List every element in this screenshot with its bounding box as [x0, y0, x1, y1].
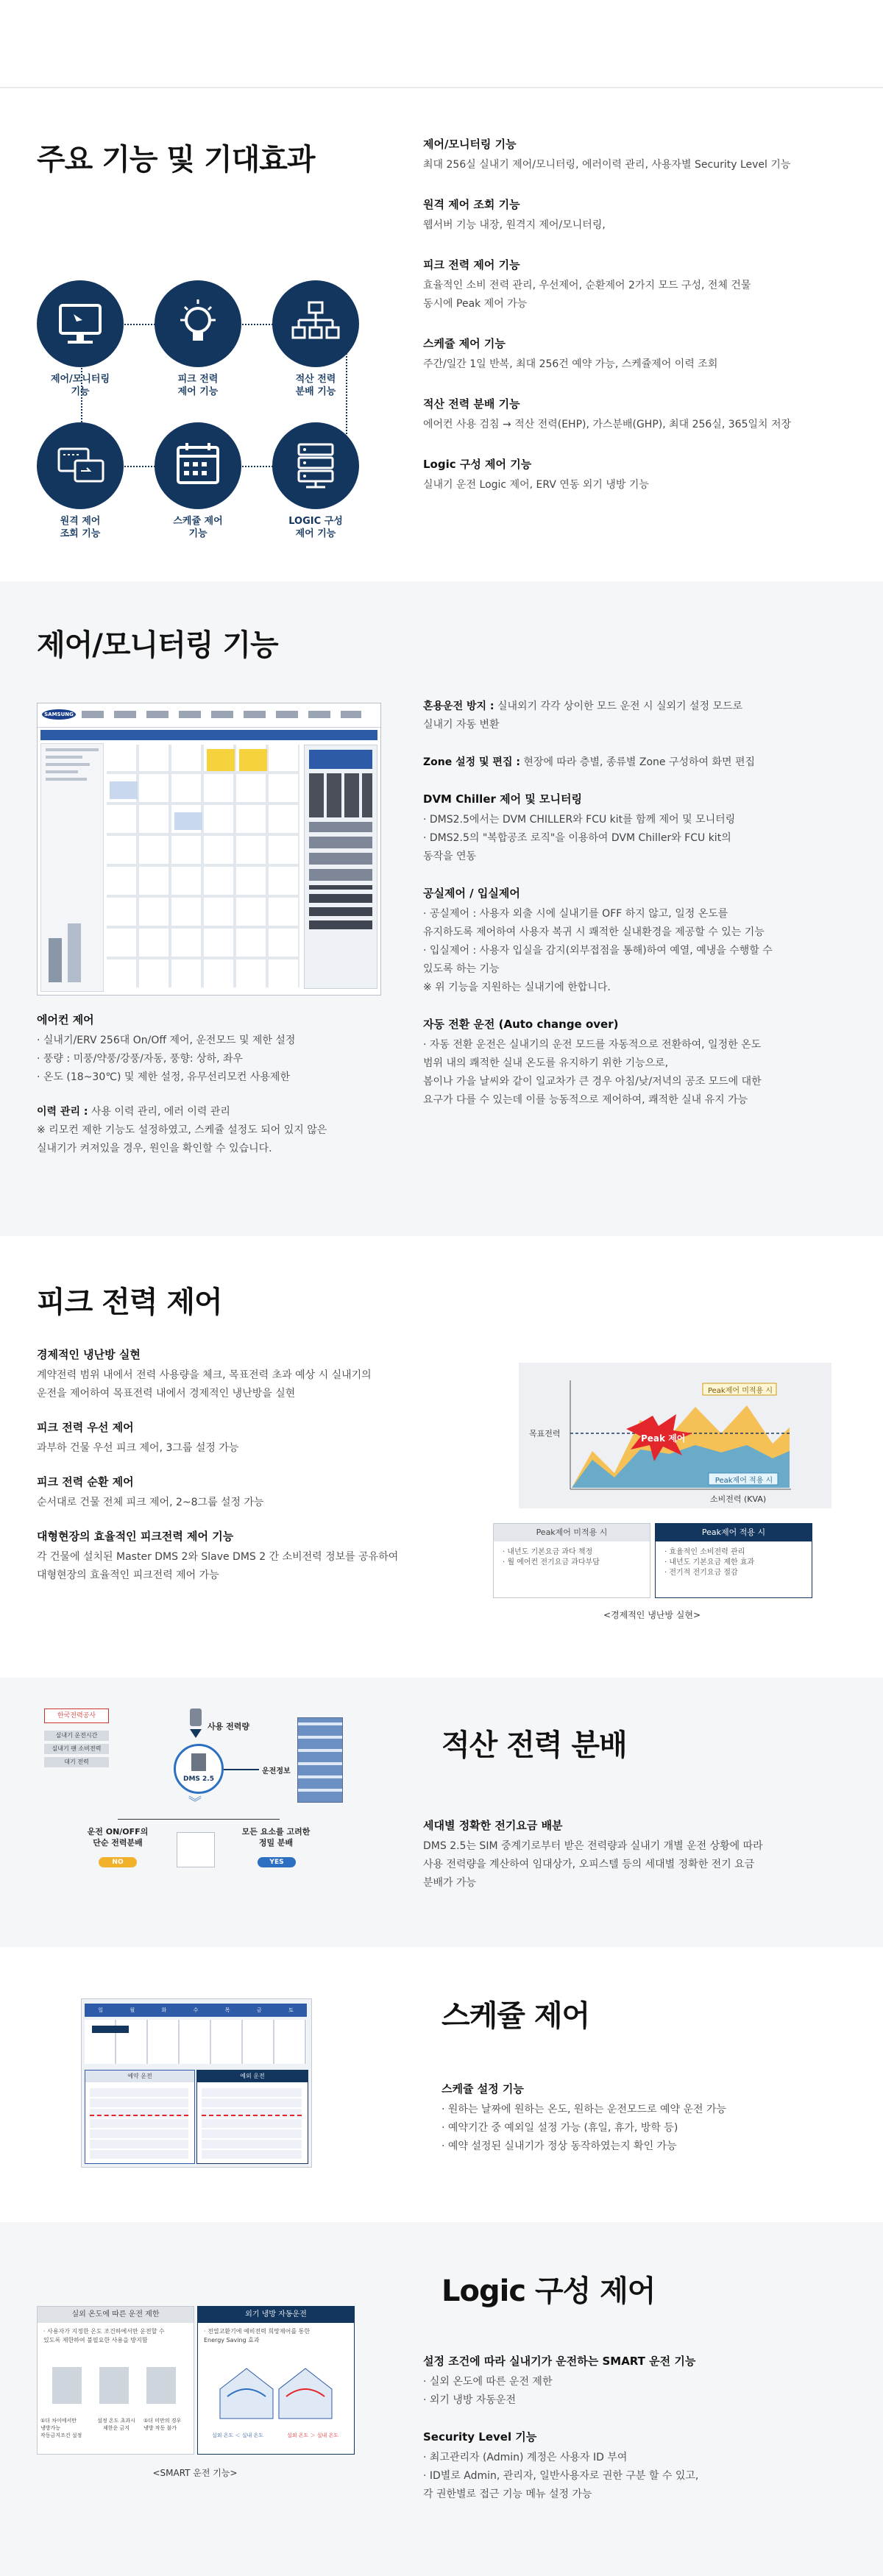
stack-item: 대기 전력	[44, 1757, 109, 1767]
dms-label: DMS 2.5	[183, 1775, 214, 1783]
reserve-panel	[85, 2070, 195, 2164]
feature-title: Logic 구성 제어 기능	[423, 458, 532, 471]
after-tag: Peak제어 적용 시	[714, 1477, 773, 1485]
usage-label: 사용 전력량	[208, 1722, 249, 1731]
feature-desc: 최대 256실 실내기 제어/모니터링, 에러이력 관리, 사용자별 Security Level 기능	[423, 159, 791, 171]
day-cell: 토	[275, 2004, 307, 2017]
feature-title: 원격 제어 조회 기능	[423, 198, 520, 211]
feature-title: 이력 관리 :	[37, 1106, 88, 1118]
peak-chart-panel	[519, 1363, 831, 1508]
company-logo: 한국전력공사	[44, 1709, 109, 1723]
compare-left-body: · 내년도 기본요금 과다 책정 · 월 에어컨 전기요금 과다부담	[503, 1548, 600, 1566]
control-panel	[304, 745, 377, 989]
card-left-label2: 설정 온도 초과시 제한운 금지	[97, 2418, 135, 2431]
feature-item	[423, 753, 865, 772]
feature-title: 제어/모니터링 기능	[423, 138, 517, 151]
peak-label: Peak 제어	[641, 1433, 686, 1444]
left-option-label: 운전 ON/OFF의 단순 전력분배	[87, 1827, 149, 1848]
section-title: 스케쥴 제어	[442, 1999, 590, 2033]
remote-icon	[37, 422, 124, 509]
section-main-features	[0, 0, 883, 581]
meter-icon	[190, 1709, 202, 1726]
no-badge: NO	[99, 1857, 137, 1867]
smart-card-right	[197, 2306, 355, 2455]
feature-item	[423, 196, 865, 235]
feature-title: DVM Chiller 제어 및 모니터링	[423, 792, 582, 806]
samsung-logo: SAMSUNG	[42, 709, 76, 720]
feature-desc: · 실내기/ERV 256대 On/Off 제어, 운전모드 및 제한 설정 · 풍량 : 미풍/약풍/강풍/자동, 풍향: 상하, 좌우 · 온도 (18~30℃) 및 제한 설정, 유무선리모컨 사용제한	[37, 1035, 296, 1083]
x-axis-label: 소비전력 (KVA)	[710, 1494, 767, 1504]
section-title: 제어/모니터링 기능	[37, 628, 278, 662]
feature-inline: 현장에 따라 층별, 종류별 Zone 구성하여 화면 편집	[519, 756, 756, 768]
card-left-label1: ①더 차이에서만 냉방가능 작동금지조건 설정	[40, 2418, 82, 2438]
reserve-head: 예약 운전	[85, 2071, 194, 2082]
schedule-text	[442, 2081, 854, 2156]
run-info-label: 운전정보	[262, 1767, 291, 1775]
schedule-screen	[81, 1998, 312, 2168]
card-right-head: 외기 냉방 자동운전	[198, 2307, 354, 2323]
day-cell: 일	[85, 2004, 116, 2017]
chart-caption: <경제적인 냉난방 실현>	[603, 1610, 701, 1620]
day-header	[85, 2004, 307, 2017]
monitor-icon	[37, 280, 124, 367]
hierarchy-icon	[272, 280, 359, 367]
calendar-icon	[155, 422, 241, 509]
feature-desc: · DMS2.5에서는 DVM CHILLER와 FCU kit를 함께 제어 및 모니터링 · DMS2.5의 "복합공조 로직"을 이용하여 DVM Chiller와 FCU kit의 동작을 연동	[423, 814, 736, 862]
feature-item	[423, 885, 865, 997]
section-logic	[0, 2222, 883, 2576]
exception-panel	[196, 2070, 308, 2164]
feature-desc: · 자동 전환 운전은 실내기의 운전 모드를 자동적으로 전환하여, 일정한 온도 범위 내의 쾌적한 실내 온도를 유지하기 위한 기능으로, 봄이나 가을 날씨와 같이 일교차가 큰 경우 아침/낮/저녁의 공조 모드에 대한 요구가 다를 수 있는데 이를 능동적으로 제어하여, 쾌적한 실내 유지 가능	[423, 1039, 762, 1106]
arrow-left	[224, 1769, 259, 1770]
compare-left-card	[493, 1523, 650, 1598]
unit-grid	[107, 745, 299, 987]
feature-item	[423, 336, 865, 374]
feature-desc: · 최고관리자 (Admin) 계정은 사용자 ID 부여 · ID별로 Admin, 관리자, 일반사용자로 권한 구분 할 수 있고, 각 권한별로 접근 기능 메뉴 설정 가능	[423, 2452, 699, 2500]
feature-desc: 실내기 운전 Logic 제어, ERV 연동 외기 냉방 기능	[423, 479, 649, 491]
compare-left-head: Peak제어 미적용 시	[494, 1524, 650, 1541]
feature-title: 공실제어 / 입실제어	[423, 887, 520, 900]
building-illustration	[297, 1717, 343, 1803]
icon-label-peak: 피크 전력 제어 기능	[177, 374, 219, 397]
dms-node	[174, 1744, 224, 1794]
compare-right-head: Peak제어 적용 시	[656, 1524, 812, 1541]
card-right-label2: 실외 온도 ＞ 실내 온도	[287, 2433, 338, 2438]
feature-desc: 각 건물에 설치된 Master DMS 2와 Slave DMS 2 간 소비전력 정보를 공유하여 대형현장의 효율적인 피크전력 제어 가능	[37, 1551, 399, 1581]
day-cell: 목	[212, 2004, 244, 2017]
feature-inline: 실내외기 각각 상이한 모드 운전 시 실외기 설정 모드로 실내기 자동 변환	[423, 700, 743, 731]
icon-label-logic: LOGIC 구성 제어 기능	[288, 516, 343, 539]
card-left-head: 실외 온도에 따른 운전 제한	[38, 2307, 194, 2323]
feature-item	[423, 456, 865, 494]
feature-title: 에어컨 제어	[37, 1013, 94, 1026]
feature-item	[423, 698, 865, 734]
feature-item	[423, 791, 865, 866]
report-thumb	[177, 1832, 215, 1867]
screen-tree	[40, 743, 104, 992]
before-tag: Peak제어 미적용 시	[707, 1387, 773, 1395]
feature-desc: 주간/일간 1일 반복, 최대 256건 예약 가능, 스케쥴제어 이력 조회	[423, 358, 718, 370]
dms-screen-mockup	[37, 703, 381, 996]
day-cell: 화	[148, 2004, 180, 2017]
feature-item	[423, 2429, 865, 2504]
top-divider	[0, 87, 883, 88]
section-title: 적산 전력 분배	[442, 1728, 627, 1762]
feature-item	[37, 1346, 478, 1403]
reserve-band	[90, 2115, 188, 2123]
section-peak	[0, 1236, 883, 1678]
section-title: 피크 전력 제어	[37, 1285, 222, 1319]
monitoring-right-text	[423, 698, 865, 1110]
schedule-marker	[92, 2026, 129, 2033]
feature-title: 스케쥴 제어 기능	[423, 337, 506, 350]
menu-bar	[82, 711, 361, 718]
feature-item	[423, 2353, 865, 2410]
section-title: Logic 구성 제어	[442, 2274, 656, 2308]
feature-title: 설정 조건에 따라 실내기가 운전하는 SMART 운전 기능	[423, 2355, 696, 2368]
smart-caption: <SMART 운전 기능>	[152, 2468, 238, 2478]
section-monitoring	[0, 581, 883, 1236]
screen-tabs	[40, 730, 377, 740]
card-left-body: · 사용자가 지정한 온도 조건하에서만 운전할 수 있도록 제한하여 불필요한 사용을 방지함	[43, 2328, 165, 2343]
feature-desc: 에어컨 사용 검침 → 적산 전력(EHP), 가스분배(GHP), 최대 256실, 365일치 저장	[423, 419, 792, 430]
feature-title: 스케쥴 설정 기능	[442, 2082, 524, 2096]
day-cell: 수	[180, 2004, 211, 2017]
day-cell: 월	[116, 2004, 148, 2017]
stack-item: 실내기 운전시간	[44, 1731, 109, 1741]
split-line	[118, 1819, 280, 1820]
section-title: 주요 기능 및 기대효과	[37, 143, 315, 177]
feature-item	[37, 1474, 478, 1512]
feature-item	[37, 1528, 478, 1585]
unit-illustration	[52, 2367, 177, 2404]
feature-desc: · 원하는 날짜에 원하는 온도, 원하는 운전모드로 예약 운전 가능 · 예약기간 중 예외일 설정 가능 (휴일, 휴가, 방학 등) · 예약 설정된 실내기가 정상 동작하였는지 확인 가능	[442, 2104, 727, 2152]
feature-title: 자동 전환 운전 (Auto change over)	[423, 1018, 619, 1031]
chevron-down-icon: ︾	[188, 1795, 202, 1811]
feature-title: 피크 전력 순환 제어	[37, 1475, 134, 1489]
feature-desc: 웹서버 기능 내장, 원격지 제어/모니터링,	[423, 219, 606, 231]
feature-list	[423, 136, 865, 494]
monitoring-left-text	[37, 1012, 405, 1158]
feature-desc: DMS 2.5는 SIM 중계기로부터 받은 전력량과 실내기 개별 운전 상황에 따라 사용 전력량을 계산하여 임대상가, 오피스텔 등의 세대별 정확한 전기 요금 분배가 가능	[423, 1840, 763, 1889]
peak-text	[37, 1346, 478, 1585]
icon-label-schedule: 스케쥴 제어 기능	[173, 516, 223, 539]
stack-item: 실내기 팬 소비전력	[44, 1744, 109, 1754]
feature-title: 세대별 정확한 전기요금 배분	[423, 1819, 563, 1832]
feature-desc: 순서대로 건물 전체 피크 제어, 2~8그룹 설정 가능	[37, 1497, 264, 1508]
card-left-label3: ①더 미만의 경우 냉방 작동 불가	[143, 2418, 182, 2431]
feature-title: 혼용운전 방지 :	[423, 700, 494, 712]
feature-title: 적산 전력 분배 기능	[423, 397, 520, 411]
server-icon	[272, 422, 359, 509]
house-illustration	[198, 2352, 354, 2426]
section-distribution	[0, 1678, 883, 1947]
feature-title: 피크 전력 제어 기능	[423, 258, 520, 272]
feature-desc: 계약전력 범위 내에서 전력 사용량을 체크, 목표전력 초과 예상 시 실내기의 운전을 제어하여 목표전력 내에서 경제적인 냉난방을 실현	[37, 1369, 372, 1399]
section-schedule	[0, 1947, 883, 2222]
logic-text	[423, 2353, 865, 2504]
compare-right-card	[655, 1523, 812, 1598]
feature-item	[37, 1103, 405, 1158]
feature-desc: ※ 리모컨 제한 기능도 설정하였고, 스케쥴 설정도 되어 있지 않은 실내기가 켜져있을 경우, 원인을 확인할 수 있습니다.	[37, 1124, 327, 1154]
feature-item	[423, 396, 865, 434]
card-right-label1: 실외 온도 ＜ 실내 온도	[212, 2433, 263, 2438]
distribution-text	[423, 1817, 865, 1892]
feature-desc: 효율적인 소비 전력 관리, 우선제어, 순환제어 2가지 모드 구성, 전체 건물 동시에 Peak 제어 가능	[423, 280, 751, 310]
screen-header	[38, 703, 380, 728]
exception-band	[202, 2115, 302, 2123]
icon-label-distribution: 적산 전력 분배 기능	[295, 374, 336, 397]
icon-label-monitoring: 제어/모니터링 기능	[50, 374, 110, 397]
feature-item	[423, 257, 865, 313]
feature-title: 경제적인 냉난방 실현	[37, 1348, 141, 1361]
feature-title: 대형현장의 효율적인 피크전력 제어 기능	[37, 1530, 234, 1543]
target-label: 목표전력	[529, 1429, 561, 1438]
feature-item	[423, 136, 865, 174]
card-right-body: · 전열교환기에 예비전력 희망제어를 통한 Energy Saving 효과	[204, 2328, 311, 2343]
feature-desc: · 공실제어 : 사용자 외출 시에 실내기를 OFF 하지 않고, 일정 온도를 유지하도록 제어하여 사용자 복귀 시 쾌적한 실내환경을 제공할 수 있는 기능 · 입실제어 : 사용자 입실을 감지(외부접점을 통해)하여 예열, 예냉을 수행할 수 있도록 하는 기능 ※ 위 기능을 지원하는 실내기에 한합니다.	[423, 908, 773, 993]
yes-badge: YES	[258, 1857, 296, 1867]
feature-item	[423, 1016, 865, 1110]
feature-icon-grid	[29, 265, 375, 544]
feature-item	[37, 1012, 405, 1087]
feature-title: 피크 전력 우선 제어	[37, 1421, 134, 1434]
compare-right-body: · 효율적인 소비전력 관리 · 내년도 기본요금 제한 효과 · 전기적 전기요금 절감	[664, 1548, 755, 1577]
icon-label-remote: 원격 제어 조회 기능	[60, 516, 101, 539]
smart-card-left	[37, 2306, 194, 2455]
exception-head: 예외 운전	[197, 2071, 308, 2082]
feature-desc: · 실외 온도에 따른 운전 제한 · 외기 냉방 자동운전	[423, 2376, 553, 2406]
feature-title: Security Level 기능	[423, 2430, 537, 2444]
day-cell: 금	[244, 2004, 275, 2017]
lightbulb-icon	[155, 280, 241, 367]
right-option-label: 모든 요소를 고려한 정밀 분배	[241, 1827, 311, 1848]
distribution-diagram	[37, 1709, 383, 1922]
feature-desc: 과부하 건물 우선 피크 제어, 3그룹 설정 가능	[37, 1442, 239, 1454]
feature-inline: 사용 이력 관리, 에러 이력 관리	[88, 1106, 230, 1118]
arrow-down	[190, 1729, 202, 1738]
feature-title: Zone 설정 및 편집 :	[423, 756, 520, 768]
feature-item	[37, 1419, 478, 1458]
